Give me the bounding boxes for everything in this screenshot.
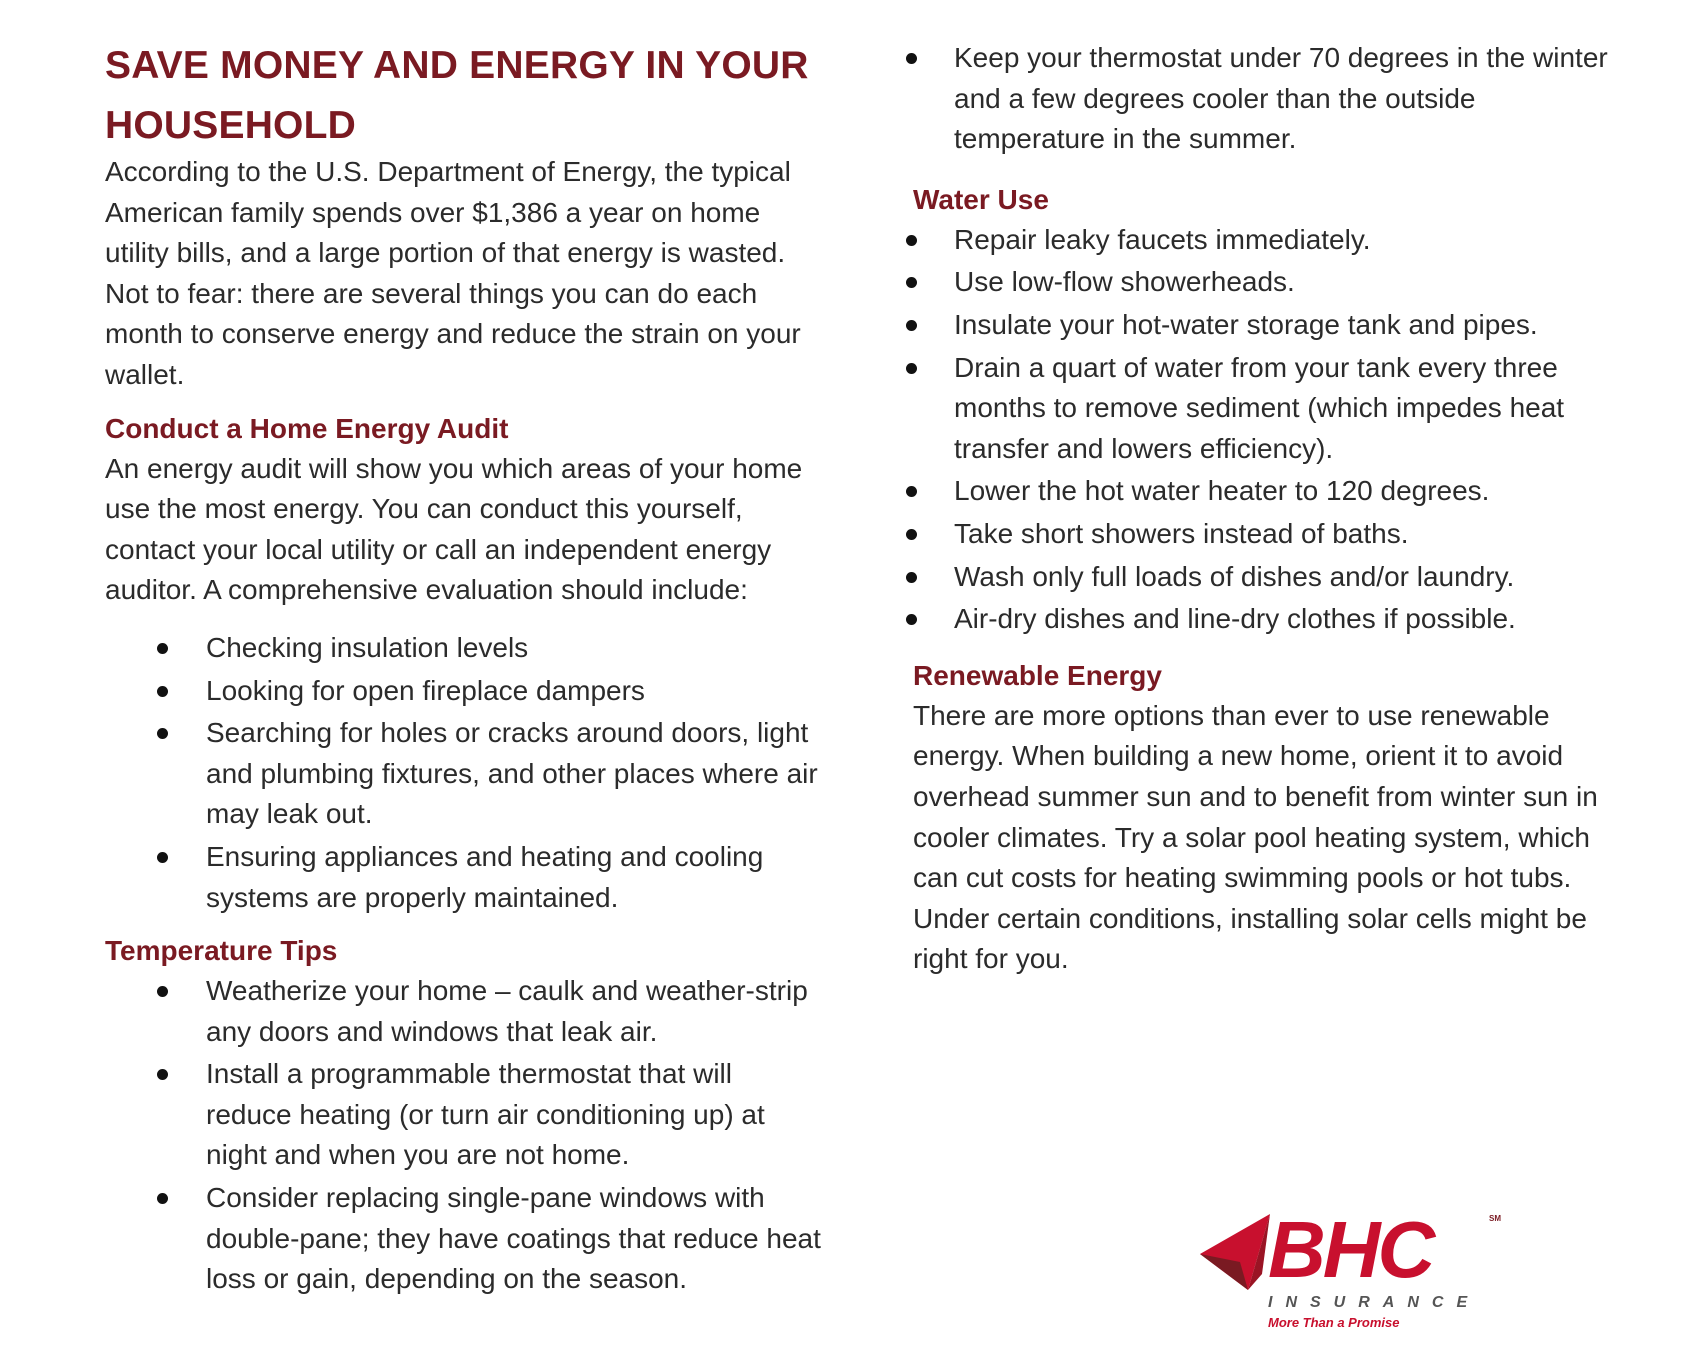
bullet-icon <box>906 53 917 64</box>
bullet-icon <box>906 614 917 625</box>
list-item: Wash only full loads of dishes and/or laundry. <box>853 557 1623 598</box>
bullet-icon <box>906 277 917 288</box>
list-item: Drain a quart of water from your tank every three months to remove sediment (which impedes heat transfer and lowers efficiency). <box>853 348 1623 470</box>
list-item: Keep your thermostat under 70 degrees in the winter and a few degrees cooler than the outside temperature in the summer. <box>853 38 1623 160</box>
water-heading: Water Use <box>913 183 1049 215</box>
bhc-logo <box>1200 1205 1501 1332</box>
bullet-icon <box>157 643 168 654</box>
water-list <box>853 220 1623 640</box>
audit-list <box>105 628 825 918</box>
bullet-icon <box>157 686 168 697</box>
list-item: Ensuring appliances and heating and cooling systems are properly maintained. <box>105 837 825 918</box>
audit-heading: Conduct a Home Energy Audit <box>105 412 509 444</box>
right-column <box>913 38 1623 980</box>
intro-paragraph: According to the U.S. Department of Energy, the typical American family spends over $1,386 a year on home utility bills, and a large portion of that energy is wasted. Not to fear: there are several things you can do each month to conserve energy and reduce the strain on your wallet. <box>105 156 801 390</box>
list-item: Install a programmable thermostat that will reduce heating (or turn air conditioning up) at night and when you are not home. <box>105 1054 825 1176</box>
page-title <box>105 36 825 156</box>
list-item: Consider replacing single-pane windows with double-pane; they have coatings that reduce heat loss or gain, depending on the season. <box>105 1178 825 1300</box>
list-item: Air-dry dishes and line-dry clothes if possible. <box>853 599 1623 640</box>
bullet-icon <box>906 363 917 374</box>
bullet-icon <box>906 320 917 331</box>
logo-service-mark: SM <box>1489 1214 1501 1223</box>
list-item: Use low-flow showerheads. <box>853 262 1623 303</box>
bullet-icon <box>157 852 168 863</box>
page-title-line-2: HOUSEHOLD <box>105 104 356 147</box>
renewable-paragraph: There are more options than ever to use renewable energy. When building a new home, orient it to avoid overhead summer sun and to benefit from winter sun in cooler climates. Try a solar pool heating system, which can cut costs for heating swimming pools or hot tubs. Under certain conditions, installing solar cells might be right for you. <box>913 699 1598 975</box>
bullet-icon <box>906 235 917 246</box>
bullet-icon <box>157 1069 168 1080</box>
list-item: Checking insulation levels <box>105 628 825 669</box>
list-item: Lower the hot water heater to 120 degrees. <box>853 471 1623 512</box>
list-item: Insulate your hot-water storage tank and pipes. <box>853 305 1623 346</box>
left-column <box>105 36 825 1302</box>
list-item: Repair leaky faucets immediately. <box>853 220 1623 261</box>
audit-paragraph: An energy audit will show you which areas of your home use the most energy. You can conduct this yourself, contact your local utility or call an independent energy auditor. A comprehensive evaluation should include: <box>105 452 803 606</box>
list-item: Weatherize your home – caulk and weather-strip any doors and windows that leak air. <box>105 971 825 1052</box>
temperature-list-continued <box>853 38 1623 160</box>
renewable-heading: Renewable Energy <box>913 659 1162 691</box>
logo-name: BHC <box>1268 1205 1433 1294</box>
list-item: Looking for open fireplace dampers <box>105 671 825 712</box>
logo-tagline: More Than a Promise <box>1268 1315 1400 1330</box>
temperature-list <box>105 971 825 1300</box>
bullet-icon <box>906 572 917 583</box>
bullet-icon <box>157 1193 168 1204</box>
temperature-heading: Temperature Tips <box>105 935 338 967</box>
bullet-icon <box>906 529 917 540</box>
bullet-icon <box>906 486 917 497</box>
list-item: Searching for holes or cracks around doors, light and plumbing fixtures, and other places where air may leak out. <box>105 713 825 835</box>
list-item: Take short showers instead of baths. <box>853 514 1623 555</box>
bullet-icon <box>157 986 168 997</box>
bullet-icon <box>157 728 168 739</box>
page-title-line-1: SAVE MONEY AND ENERGY IN YOUR <box>105 44 809 87</box>
logo-subtitle: INSURANCE <box>1268 1294 1481 1311</box>
